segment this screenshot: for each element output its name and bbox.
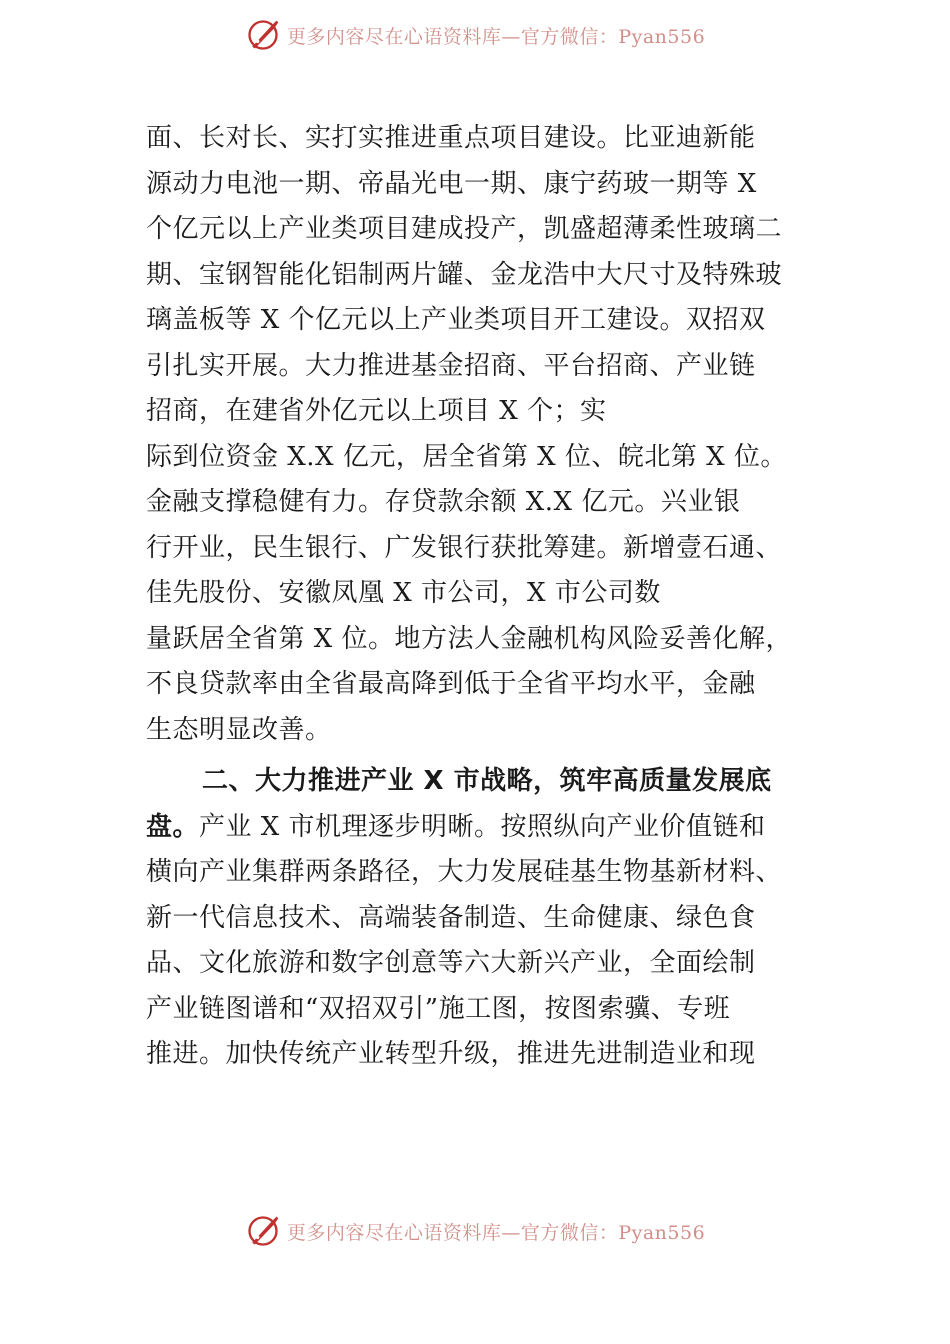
- banner-text: [287, 1218, 705, 1245]
- text-line: 行开业，民生银行、广发银行获批筹建。新增壹石通、: [146, 532, 783, 563]
- text-line: 横向产业集群两条路径，大力发展硅基生物基新材料、: [146, 857, 783, 887]
- banner-wechat-id: Pyan556: [618, 1221, 706, 1244]
- header-banner: [0, 15, 950, 55]
- footer-banner: [0, 1211, 950, 1251]
- text-line: 璃盖板等 X 个亿元以上产业类项目开工建设。双招双: [146, 305, 766, 335]
- banner-wechat-id: Pyan556: [618, 25, 706, 48]
- text-line: 引扎实开展。大力推进基金招商、平台招商、产业链: [146, 350, 756, 381]
- pen-logo-icon: [245, 17, 281, 53]
- text-line: 金融支撑稳健有力。存贷款余额 X.X 亿元。兴业银: [146, 487, 741, 517]
- text-line: 新一代信息技术、高端装备制造、生命健康、绿色食: [146, 902, 756, 933]
- text-line: 不良贷款率由全省最高降到低于全省平均水平，金融: [146, 669, 756, 699]
- section-heading-continuation: [146, 805, 816, 851]
- banner-label: 更多内容尽在心语资料库—官方微信：: [286, 1221, 619, 1244]
- text-line: 生态明显改善。: [146, 714, 332, 745]
- section-heading-tail: 盘。: [146, 811, 200, 842]
- text-line: 源动力电池一期、帝晶光电一期、康宁药玻一期等 X: [146, 168, 757, 199]
- text-line-lead: 产业 X 市机理逐步明晰。按照纵向产业价值链和: [199, 811, 766, 842]
- text-line: 期、宝钢智能化铝制两片罐、金龙浩中大尺寸及特殊玻: [146, 259, 783, 290]
- text-line: 量跃居全省第 X 位。地方法人金融机构风险妥善化解，: [146, 623, 793, 654]
- text-line: 推进。加快传统产业转型升级，推进先进制造业和现: [146, 1039, 756, 1069]
- text-line: 际到位资金 X.X 亿元，居全省第 X 位、皖北第 X 位。: [146, 441, 787, 472]
- text-line: 面、长对长、实打实推进重点项目建设。比亚迪新能: [146, 123, 756, 153]
- text-line: 招商，在建省外亿元以上项目 X 个；实: [146, 396, 607, 426]
- banner-text: [287, 22, 705, 49]
- text-line: 佳先股份、安徽凤凰 X 市公司，X 市公司数: [146, 578, 661, 608]
- pen-logo-icon: [245, 1213, 281, 1249]
- document-body: [146, 116, 816, 1078]
- banner-label: 更多内容尽在心语资料库—官方微信：: [286, 25, 619, 48]
- text-line: 个亿元以上产业类项目建成投产，凯盛超薄柔性玻璃二: [146, 214, 783, 244]
- section-heading: 二、大力推进产业 X 市战略，筑牢高质量发展底: [202, 766, 772, 796]
- text-line: 品、文化旅游和数字创意等六大新兴产业，全面绘制: [146, 948, 756, 978]
- text-line: 产业链图谱和“双招双引”施工图，按图索骥、专班: [146, 993, 731, 1024]
